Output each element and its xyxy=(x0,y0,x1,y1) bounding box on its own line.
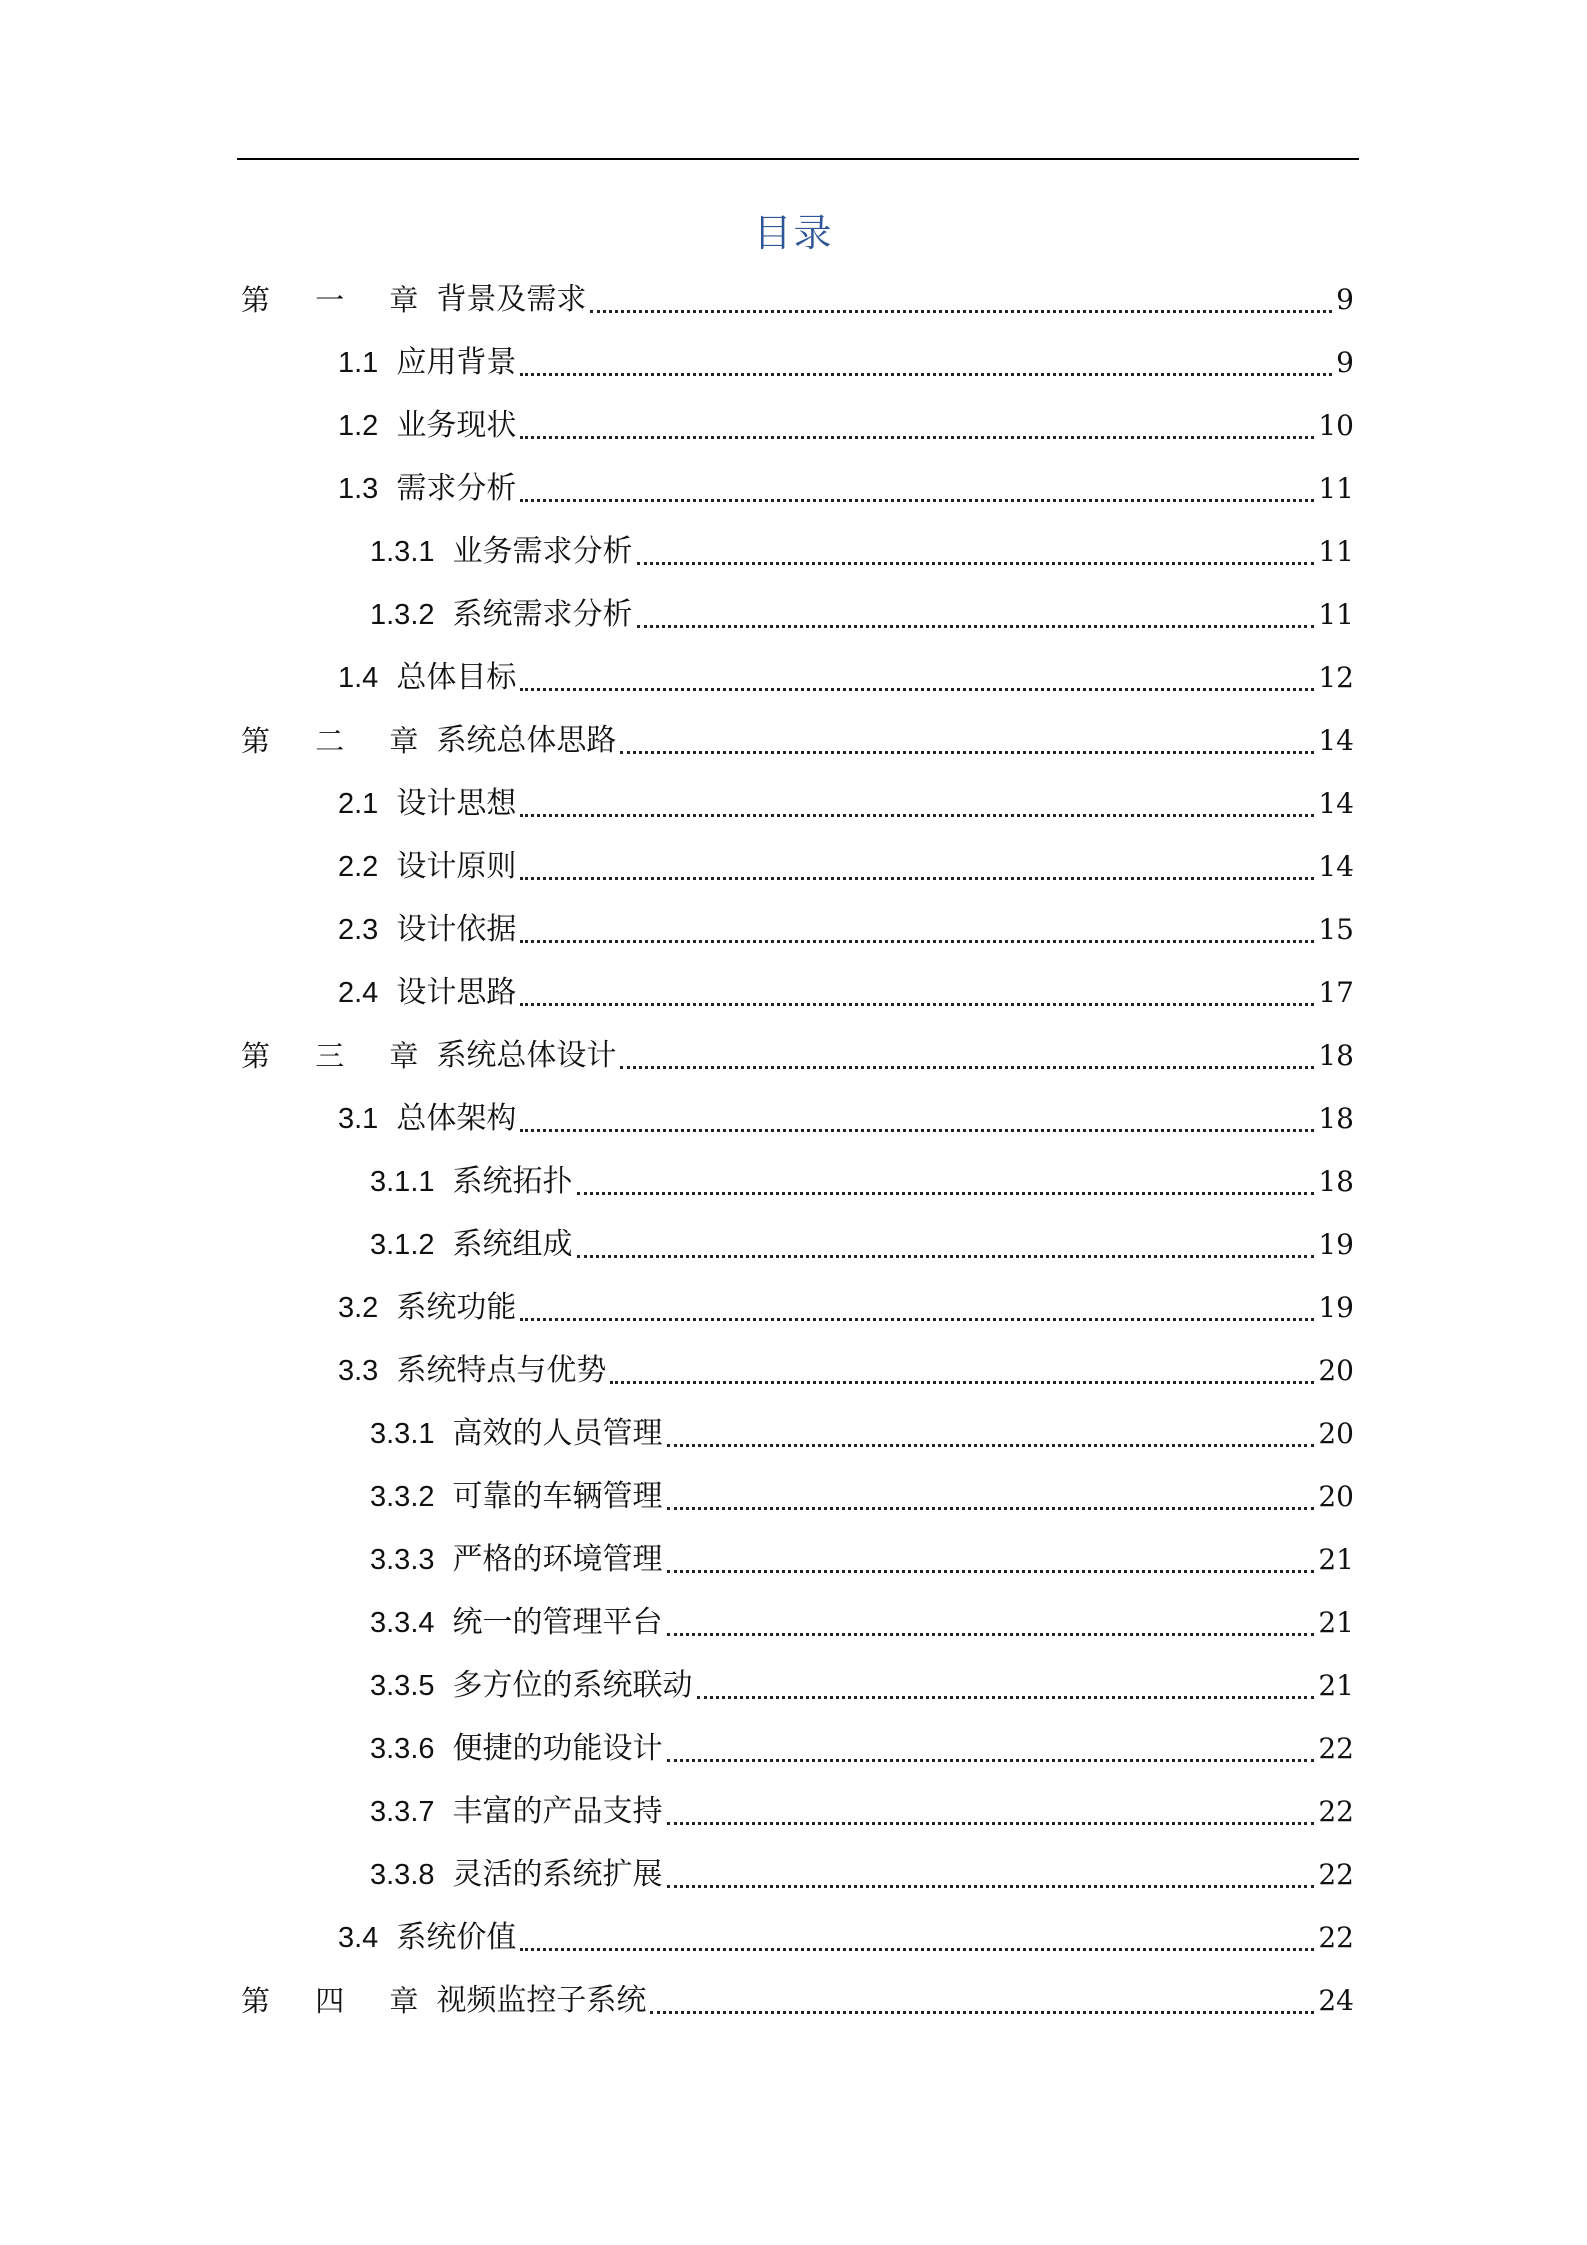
toc-dot-leader xyxy=(520,814,1314,817)
toc-entry-title: 可靠的车辆管理 xyxy=(452,1479,663,1514)
toc-dot-leader xyxy=(667,1759,1315,1762)
toc-dot-leader xyxy=(520,1948,1314,1951)
toc-entry[interactable] xyxy=(338,1347,1354,1395)
toc-entry-page: 18 xyxy=(1318,1039,1354,1072)
toc-entry[interactable] xyxy=(338,654,1354,702)
toc-dot-leader xyxy=(637,625,1315,628)
toc-entry-title: 丰富的产品支持 xyxy=(452,1794,663,1829)
toc-entry-number: 1.4 xyxy=(338,662,379,694)
toc-entry-page: 11 xyxy=(1318,535,1354,568)
header-rule xyxy=(237,158,1359,160)
toc-entry-number: 3.3.7 xyxy=(370,1796,435,1828)
toc-dot-leader xyxy=(520,499,1314,502)
toc-entry-number: 3.3.3 xyxy=(370,1544,435,1576)
toc-dot-leader xyxy=(520,373,1332,376)
toc-entry-number: 2.3 xyxy=(338,914,379,946)
toc-entry[interactable] xyxy=(241,276,1354,324)
toc-dot-leader xyxy=(667,1570,1315,1573)
toc-entry-page: 11 xyxy=(1318,598,1354,631)
toc-entry-page: 18 xyxy=(1318,1165,1354,1198)
toc-entry[interactable] xyxy=(338,780,1354,828)
toc-entry-page: 22 xyxy=(1318,1858,1354,1891)
toc-entry-title: 总体目标 xyxy=(396,660,517,695)
toc-entry-title: 统一的管理平台 xyxy=(452,1605,663,1640)
toc-entry[interactable] xyxy=(370,1536,1354,1584)
toc-entry-title: 系统总体思路 xyxy=(436,723,617,758)
toc-entry-page: 22 xyxy=(1318,1921,1354,1954)
toc-entry-page: 15 xyxy=(1318,913,1354,946)
toc-dot-leader xyxy=(520,940,1314,943)
toc-entry-page: 20 xyxy=(1318,1417,1354,1450)
toc-dot-leader xyxy=(667,1822,1315,1825)
toc-entry-page: 22 xyxy=(1318,1732,1354,1765)
toc-entry-page: 21 xyxy=(1318,1669,1354,1702)
toc-entry[interactable] xyxy=(338,969,1354,1017)
toc-dot-leader xyxy=(667,1444,1315,1447)
toc-entry-page: 17 xyxy=(1318,976,1354,1009)
toc-dot-leader xyxy=(667,1633,1315,1636)
toc-entry-page: 9 xyxy=(1336,346,1354,379)
toc-dot-leader xyxy=(620,751,1314,754)
toc-entry-page: 24 xyxy=(1318,1984,1354,2017)
toc-entry-title: 业务现状 xyxy=(396,408,517,443)
toc-dot-leader xyxy=(520,1129,1314,1132)
toc-entry[interactable] xyxy=(241,1977,1354,2025)
toc-entry[interactable] xyxy=(370,1158,1354,1206)
toc-entry[interactable] xyxy=(370,1599,1354,1647)
toc-entry[interactable] xyxy=(338,1095,1354,1143)
toc-entry-page: 19 xyxy=(1318,1291,1354,1324)
toc-dot-leader xyxy=(520,877,1314,880)
toc-entry-number: 3.3.5 xyxy=(370,1670,435,1702)
toc-entry-title: 系统拓扑 xyxy=(452,1164,573,1199)
toc-entry-page: 12 xyxy=(1318,661,1354,694)
toc-dot-leader xyxy=(650,2011,1314,2014)
toc-entry[interactable] xyxy=(241,717,1354,765)
toc-entry-number: 3.1 xyxy=(338,1103,379,1135)
toc-entry-title: 背景及需求 xyxy=(436,282,587,317)
toc-entry-title: 业务需求分析 xyxy=(452,534,633,569)
toc-entry[interactable] xyxy=(338,843,1354,891)
toc-dot-leader xyxy=(620,1066,1314,1069)
toc-entry[interactable] xyxy=(338,339,1354,387)
toc-dot-leader xyxy=(520,436,1314,439)
toc-entry-page: 10 xyxy=(1318,409,1354,442)
toc-entry-page: 21 xyxy=(1318,1543,1354,1576)
toc-entry[interactable] xyxy=(370,1851,1354,1899)
toc-entry[interactable] xyxy=(338,1914,1354,1962)
toc-entry-title: 系统需求分析 xyxy=(452,597,633,632)
toc-entry-title: 系统组成 xyxy=(452,1227,573,1262)
toc-entry-page: 21 xyxy=(1318,1606,1354,1639)
toc-entry-title: 灵活的系统扩展 xyxy=(452,1857,663,1892)
toc-entry-title: 系统总体设计 xyxy=(436,1038,617,1073)
toc-entry-page: 11 xyxy=(1318,472,1354,505)
toc-entry-title: 应用背景 xyxy=(396,345,517,380)
toc-dot-leader xyxy=(667,1885,1315,1888)
toc-entry-title: 设计思想 xyxy=(396,786,517,821)
toc-entry-number: 1.1 xyxy=(338,347,379,379)
toc-entry-number: 3.2 xyxy=(338,1292,379,1324)
toc-dot-leader xyxy=(520,1003,1314,1006)
toc-entry-page: 9 xyxy=(1336,283,1354,316)
toc-entry-title: 严格的环境管理 xyxy=(452,1542,663,1577)
toc-entry-title: 视频监控子系统 xyxy=(436,1983,647,2018)
toc-entry-number: 2.2 xyxy=(338,851,379,883)
toc-entry-number: 3.3.6 xyxy=(370,1733,435,1765)
toc-entry-page: 14 xyxy=(1318,724,1354,757)
toc-entry-title: 便捷的功能设计 xyxy=(452,1731,663,1766)
toc-entry-title: 总体架构 xyxy=(396,1101,517,1136)
toc-entry[interactable] xyxy=(338,1284,1354,1332)
toc-entry[interactable] xyxy=(370,1725,1354,1773)
toc-dot-leader xyxy=(610,1381,1314,1384)
toc-dot-leader xyxy=(520,1318,1314,1321)
toc-entry[interactable] xyxy=(241,1032,1354,1080)
toc-entry[interactable] xyxy=(338,906,1354,954)
toc-entry[interactable] xyxy=(370,1662,1354,1710)
toc-entry-title: 高效的人员管理 xyxy=(452,1416,663,1451)
toc-entry-title: 设计原则 xyxy=(396,849,517,884)
toc-entry[interactable] xyxy=(338,402,1354,450)
toc-entry-page: 14 xyxy=(1318,787,1354,820)
toc-entry-number: 3.1.1 xyxy=(370,1166,435,1198)
toc-entry-number: 3.3.2 xyxy=(370,1481,435,1513)
toc-entry-page: 14 xyxy=(1318,850,1354,883)
toc-entry[interactable] xyxy=(370,591,1354,639)
toc-entry-number: 2.1 xyxy=(338,788,379,820)
toc-entry-page: 20 xyxy=(1318,1354,1354,1387)
toc-entry-page: 19 xyxy=(1318,1228,1354,1261)
toc-entry-title: 多方位的系统联动 xyxy=(452,1668,693,1703)
toc-entry-number: 3.1.2 xyxy=(370,1229,435,1261)
toc-entry-number: 第 二 章 xyxy=(241,724,437,758)
toc-title: 目录 xyxy=(753,211,834,255)
toc-entry-page: 18 xyxy=(1318,1102,1354,1135)
toc-entry-title: 设计思路 xyxy=(396,975,517,1010)
toc-entry-number: 第 一 章 xyxy=(241,283,437,317)
toc-entry-number: 3.3.1 xyxy=(370,1418,435,1450)
toc-entry[interactable] xyxy=(370,1410,1354,1458)
toc-entry-number: 3.3 xyxy=(338,1355,379,1387)
toc-entry-number: 3.4 xyxy=(338,1922,379,1954)
toc-entry-title: 需求分析 xyxy=(396,471,517,506)
toc-entry-number: 1.3.1 xyxy=(370,536,435,568)
toc-entry-number: 1.3.2 xyxy=(370,599,435,631)
toc-entry-number: 1.2 xyxy=(338,410,379,442)
toc-entry-title: 设计依据 xyxy=(396,912,517,947)
toc-entry[interactable] xyxy=(370,528,1354,576)
toc-dot-leader xyxy=(577,1192,1315,1195)
toc-entry-number: 1.3 xyxy=(338,473,379,505)
toc-entry-page: 22 xyxy=(1318,1795,1354,1828)
toc-entry[interactable] xyxy=(370,1473,1354,1521)
toc-entry[interactable] xyxy=(370,1221,1354,1269)
toc-dot-leader xyxy=(697,1696,1315,1699)
toc-entry[interactable] xyxy=(338,465,1354,513)
toc-entry-number: 第 四 章 xyxy=(241,1984,437,2018)
toc-dot-leader xyxy=(520,688,1314,691)
toc-entry-number: 第 三 章 xyxy=(241,1039,437,1073)
toc-entry-title: 系统特点与优势 xyxy=(396,1353,607,1388)
toc-dot-leader xyxy=(637,562,1315,565)
toc-dot-leader xyxy=(590,310,1332,313)
toc-entry-number: 3.3.4 xyxy=(370,1607,435,1639)
toc-entry-page: 20 xyxy=(1318,1480,1354,1513)
toc-entry-title: 系统功能 xyxy=(396,1290,517,1325)
toc-dot-leader xyxy=(577,1255,1315,1258)
toc-entry-number: 3.3.8 xyxy=(370,1859,435,1891)
toc-dot-leader xyxy=(667,1507,1315,1510)
toc-entry-number: 2.4 xyxy=(338,977,379,1009)
toc-entry[interactable] xyxy=(370,1788,1354,1836)
toc-entry-title: 系统价值 xyxy=(396,1920,517,1955)
